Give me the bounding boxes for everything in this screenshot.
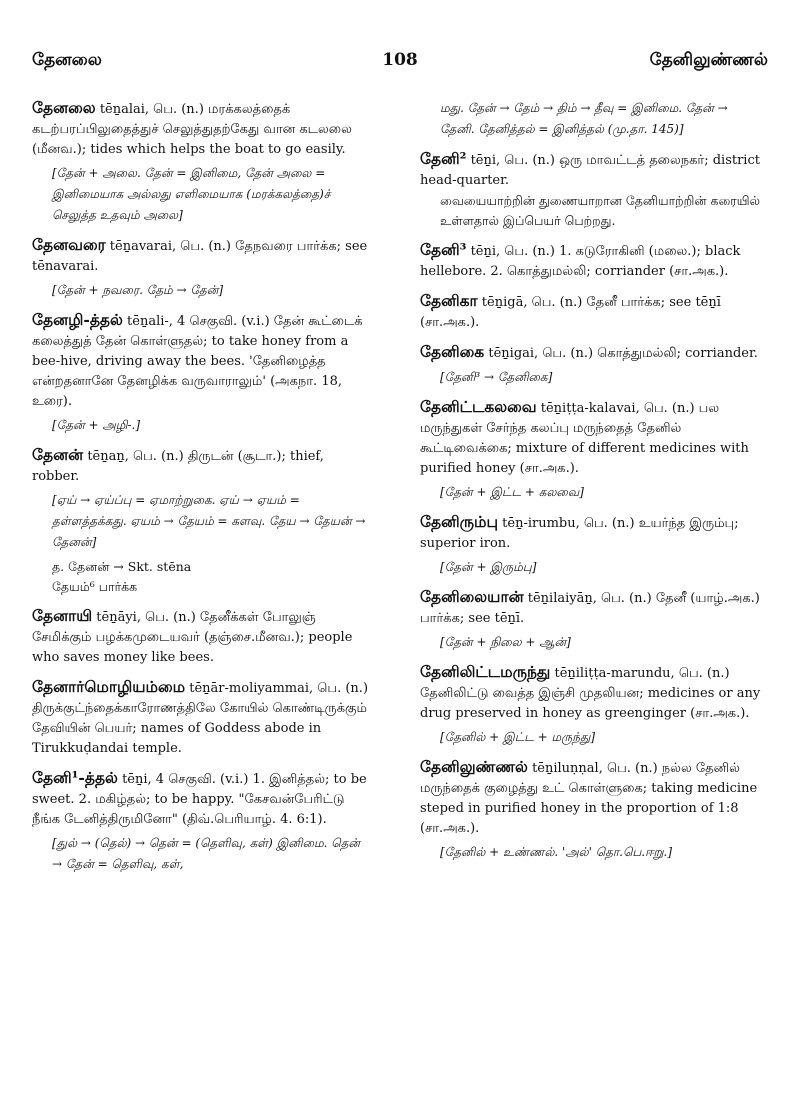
dictionary-entry — [32, 677, 372, 759]
dictionary-entry — [420, 149, 765, 231]
entry-headword: தேனன் — [32, 445, 84, 464]
etymology-note: [தேன் + அலை. தேன் = இனிமை, தேன் அலை = இனிமையாக அல்லது எளிமையாக (மரக்கலத்தை)ச் செலுத்த உதவும் அலை] — [52, 166, 331, 222]
entry-headword: தேனலை — [32, 98, 96, 117]
entry-headword: தேனிகா — [420, 291, 478, 310]
dictionary-entry — [420, 397, 765, 503]
entry-headword: தேனி¹-த்தல் — [32, 768, 118, 787]
entry-headword: தேனிகை — [420, 342, 485, 361]
entry-headword: தேனி² — [420, 149, 467, 168]
entry-definition: tēṉalai, பெ. (n.) மரக்கலத்தைக் கடற்பரப்பிலுதைத்துச் செலுத்துதற்கேது வான கடலலை (மீனவ.); tides which helps the boat to go easily. — [32, 102, 352, 157]
dictionary-entry — [420, 240, 765, 282]
dictionary-entry — [420, 587, 765, 653]
dictionary-entry — [420, 342, 765, 388]
dictionary-entry — [32, 310, 372, 436]
entry-definition: tēṉār-moliyammai, பெ. (n.) திருக்குட்ந்தைக்காரோணத்திலே கோயில் கொண்டிருக்கும் தேவியின் பெயர்; names of Goddess abode in Tirukkuḍandai temple. — [32, 681, 369, 756]
cross-reference: தேயம்⁶ பார்க்க — [52, 579, 138, 594]
entry-definition: tēṉigā, பெ. (n.) தேனீ பார்க்க; see tēṉī (சா.அக.). — [420, 295, 721, 330]
entry-headword: தேனிரும்பு — [420, 512, 499, 531]
dictionary-entry — [420, 512, 765, 578]
page-number: 108 — [382, 50, 418, 70]
right-column — [420, 98, 765, 872]
entry-definition: tēṉi, பெ. (n.) 1. கடுரோகினி (மலை.); black hellebore. 2. கொத்துமல்லி; corriander (சா.அக.). — [420, 244, 741, 279]
etymology-note: [தேன் + இரும்பு] — [440, 560, 537, 574]
etymology-note: [தேன் + நவரை. தேம் → தேன்] — [52, 283, 224, 297]
etymology-note: [தேனி³ → தேனிகை] — [440, 370, 553, 384]
entry-definition: tēṉavarai, பெ. (n.) தேநவரை பார்க்க; see tēnavarai. — [32, 239, 368, 274]
entry-headword: தேனி³ — [420, 240, 467, 259]
etymology-note: [தேன் + இட்ட + கலவை] — [440, 485, 584, 499]
entry-definition: tēṉigai, பெ. (n.) கொத்துமல்லி; corriander. — [488, 346, 758, 361]
entry-definition: tēṉiliṭṭa-marundu, பெ. (n.) தேனிலிட்டு வைத்த இஞ்சி முதலியன; medicines or any drug preserved in honey as greenginger (சா.அக.). — [420, 666, 761, 721]
etymology-note: [தேனில் + இட்ட + மருந்து] — [440, 730, 596, 744]
dictionary-entry — [32, 768, 372, 875]
entry-definition: tēṉiṭṭa-kalavai, பெ. (n.) பல மருந்துகள் சேர்ந்த கலப்பு மருந்தைத் தேனில் கூட்டிவைக்கை; mixture of different medicines with purified honey (சா.அக.). — [420, 401, 749, 476]
entry-headword: தேனார்மொழியம்மை — [32, 677, 186, 696]
dictionary-entry — [420, 291, 765, 333]
entry-definition: tēṉi, பெ. (n.) ஒரு மாவட்டத் தலைநகர்; district head-quarter. — [420, 153, 760, 188]
dictionary-entry — [420, 662, 765, 748]
page-header — [32, 50, 768, 80]
dictionary-entry — [32, 98, 372, 226]
entry-headword: தேனிலிட்டமருந்து — [420, 662, 551, 681]
dictionary-entry — [420, 757, 765, 863]
entry-headword: தேனிலுண்ணல் — [420, 757, 528, 776]
entry-headword: தேனிலையான் — [420, 587, 524, 606]
dictionary-entry — [32, 606, 372, 668]
dictionary-entry — [32, 445, 372, 597]
header-left-guideword: தேனலை — [32, 50, 102, 70]
etymology-continuation: மது. தேன் → தேம் → திம் → தீவு = இனிமை. தேன் → தேனி. தேனித்தல் = இனித்தல் (மு.தா. 145)] — [440, 101, 728, 136]
left-column — [32, 98, 372, 884]
etymology-note: [தேன் + அழி-.] — [52, 418, 141, 432]
dictionary-entry — [32, 235, 372, 301]
entry-definition: tēṉilaiyāṉ, பெ. (n.) தேனீ (யாழ்.அக.) பார்க்க; see tēṉī. — [420, 591, 760, 626]
entry-definition: tēṉiluṇṇal, பெ. (n.) நல்ல தேனில் மருந்தைக் குழைத்து உட் கொள்ளுகை; taking medicine steped in purified honey in the proportion of 1:8 (சா.அக.). — [420, 761, 758, 836]
entry-definition: tēṉ-irumbu, பெ. (n.) உயர்ந்த இரும்பு; superior iron. — [420, 516, 739, 551]
entry-headword: தேனாயி — [32, 606, 93, 625]
entry-definition: tēṉaṉ, பெ. (n.) திருடன் (சூடா.); thief, robber. — [32, 449, 324, 484]
etymology-note: [ஏய் → ஏய்ப்பு = ஏமாற்றுகை. ஏய் → ஏயம் = தள்ளத்தக்கது. ஏயம் → தேயம் = களவு. தேய → தேயன் → தேனன்] — [52, 493, 366, 549]
entry-definition: tēṉali-, 4 செகுவி. (v.i.) தேன் கூட்டைக் கலைத்துத் தேன் கொள்ளுதல்; to take honey from a bee-hive, driving away the bees. 'தேனிழைத்த என்றதனானே தேனழிக்க வருவாராலும்' (அகநா. 18, உரை). — [32, 314, 363, 409]
etymology-note: [துல் → (தெல்) → தென் = (தெளிவு, கள்) இனிமை. தென் → தேன் = தெளிவு, கள், — [52, 836, 361, 871]
entry-definition: tēṉi, 4 செகுவி. (v.i.) 1. இனித்தல்; to be sweet. 2. மகிழ்தல்; to be happy. "கேசவன்பேரிட்டு நீங்க டேனித்திருமினோ" (திவ்.பெரியாழ். 4. 6:1). — [32, 772, 367, 827]
entry-headword: தேனிட்டகலவை — [420, 397, 537, 416]
entry-headword: தேனவரை — [32, 235, 106, 254]
entry-headword: தேனழி-த்தல் — [32, 310, 123, 329]
entry-explanation: வையையாற்றின் துணையாறான தேனியாற்றின் கரையில் உள்ளதால் இப்பெயர் பெற்றது. — [440, 193, 760, 228]
header-right-guideword: தேனிலுண்ணல் — [649, 50, 768, 70]
entry-definition: tēṉāyi, பெ. (n.) தேனீக்கள் போலுஞ் சேமிக்கும் பழக்கமுடையவர் (தஞ்சை.மீனவ.); people who saves money like bees. — [32, 610, 353, 665]
etymology-note: [தேன் + நிலை + ஆன்] — [440, 635, 571, 649]
etymology-note: [தேனில் + உண்ணல். 'அல்' தொ.பெ.ஈறு.] — [440, 845, 673, 859]
cross-reference: த. தேனன் → Skt. stēna — [52, 559, 192, 574]
